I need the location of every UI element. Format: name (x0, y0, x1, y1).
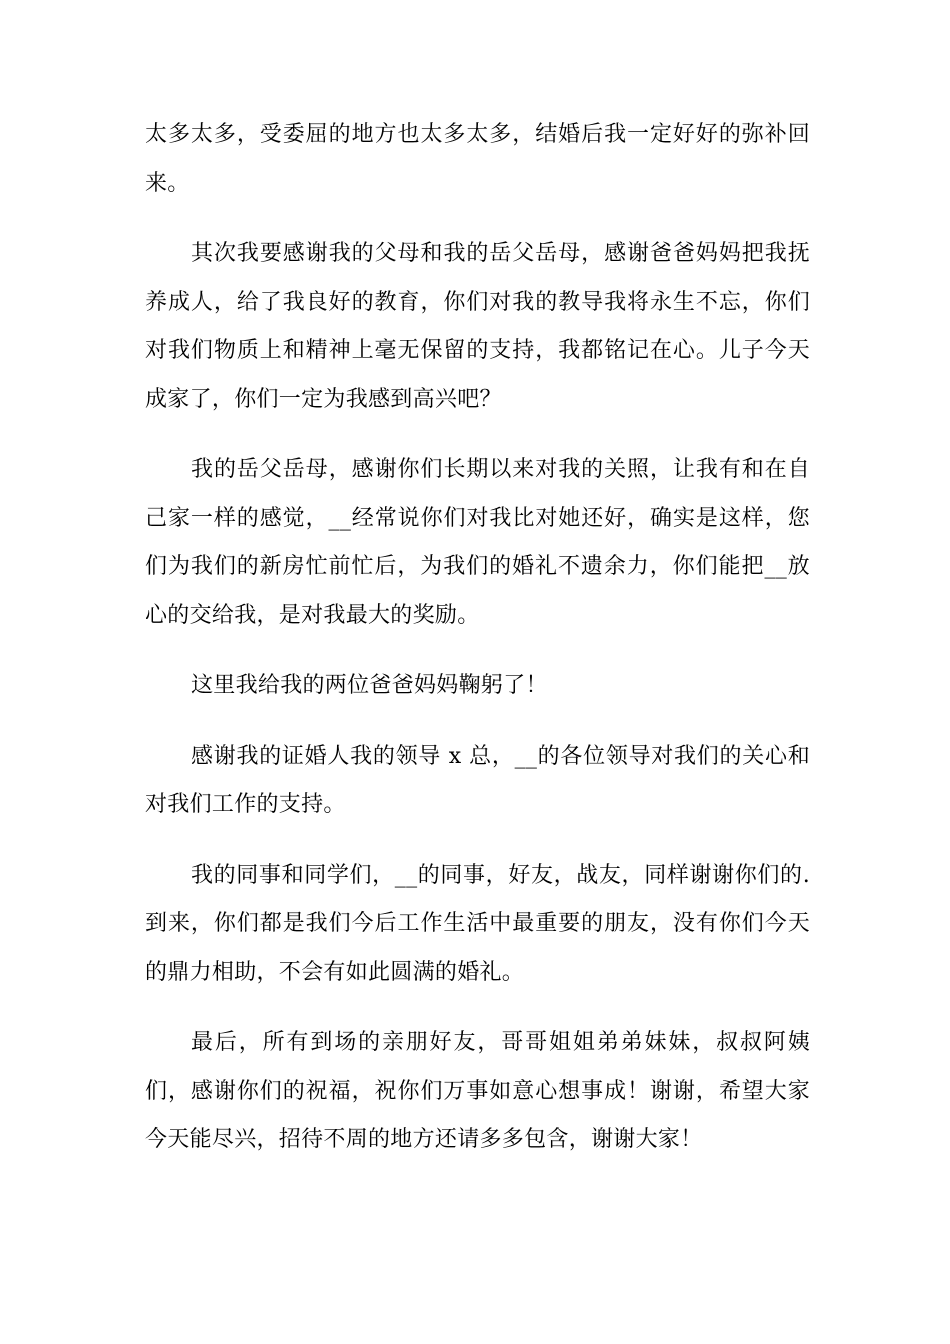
paragraph-4: 这里我给我的两位爸爸妈妈鞠躬了！ (191, 673, 548, 698)
paragraph-5: 感谢我的证婚人我的领导 x 总，__的各位领导对我们的关心和对我们工作的支持。 (145, 743, 810, 817)
paragraph-3: 我的岳父岳母，感谢你们长期以来对我的关照，让我有和在自己家一样的感觉，__经常说你们对我比对她还好，确实是这样，您们为我们的新房忙前忙后，为我们的婚礼不遗余力，你们能把__放心的交给我，是对我最大的奖励。 (145, 457, 810, 628)
paragraph-2: 其次我要感谢我的父母和我的岳父岳母，感谢爸爸妈妈把我抚养成人，给了我良好的教育，你们对我的教导我将永生不忘，你们对我们物质上和精神上毫无保留的支持，我都铭记在心。儿子今天成家了，你们一定为我感到高兴吧？ (145, 241, 810, 412)
paragraph-6: 我的同事和同学们，__的同事，好友，战友，同样谢谢你们的. 到来，你们都是我们今后工作生活中最重要的朋友，没有你们今天的鼎力相助，不会有如此圆满的婚礼。 (145, 862, 810, 985)
paragraph-1: 太多太多，受委屈的地方也太多太多，结婚后我一定好好的弥补回来。 (145, 122, 810, 196)
paragraph-7: 最后，所有到场的亲朋好友，哥哥姐姐弟弟妹妹，叔叔阿姨们，感谢你们的祝福，祝你们万事如意心想事成！谢谢，希望大家今天能尽兴，招待不周的地方还请多多包含，谢谢大家！ (145, 1030, 810, 1152)
document-body (145, 111, 810, 1187)
